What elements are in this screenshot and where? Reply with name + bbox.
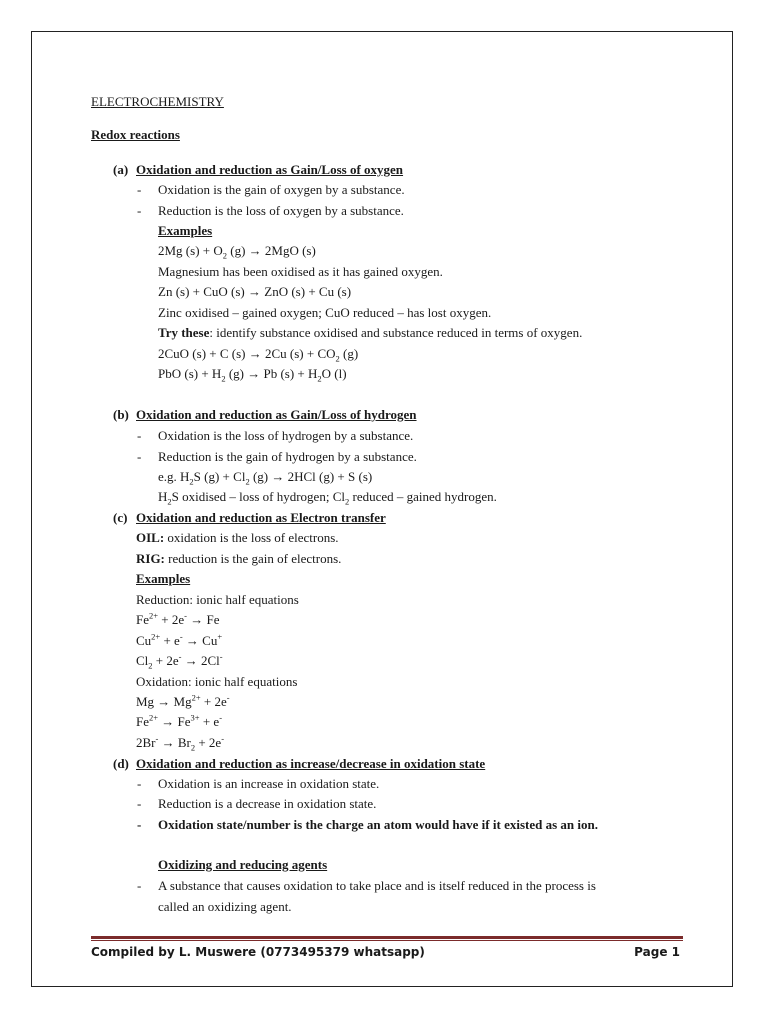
- equation: 2CuO (s) + C (s) → 2Cu $(s) + CO_2$ (g): [158, 346, 359, 364]
- examples-heading: Examples: [158, 223, 213, 238]
- footer-rule-thin: [91, 940, 683, 941]
- equation: e.g. $H_2S$ $(g) + Cl_2$ (g) → 2HCl (g) + S (s): [158, 469, 373, 487]
- bullet-text: Reduction is the gain of hydrogen by a substance.: [158, 449, 417, 464]
- section-d-label: (d): [113, 756, 129, 771]
- half-equation: $Fe^{2+} + 2e^- \to Fe$: [136, 610, 220, 627]
- half-equation: $2Br^- \to Br_2 + 2e^-$: [136, 733, 225, 753]
- page-title: ELECTROCHEMISTRY: [91, 94, 224, 109]
- mnemonic-oil: OIL: oxidation is the loss of electrons.: [136, 530, 339, 545]
- section-b-heading: Oxidation and reduction as Gain/Loss of hydrogen: [136, 407, 417, 422]
- bullet-dash: -: [137, 878, 142, 893]
- half-equation: $Fe^{2+} \to Fe^{3+} + e^-$: [136, 712, 223, 729]
- bullet-dash: -: [137, 428, 142, 443]
- section-title: Redox reactions: [91, 127, 180, 142]
- bullet-dash: -: [137, 449, 142, 464]
- bullet-dash: -: [137, 203, 142, 218]
- reduction-label: Reduction: ionic half equations: [136, 592, 299, 607]
- examples-heading: Examples: [136, 571, 191, 586]
- equation: PbO $(s) + H_2$ (g) → Pb $(s) + H_2O$ (l): [158, 366, 347, 384]
- bullet-dash: -: [137, 796, 142, 811]
- bullet-text: Reduction is a decrease in oxidation state.: [158, 796, 377, 811]
- bullet-text-continued: called an oxidizing agent.: [158, 899, 292, 914]
- agents-heading: Oxidizing and reducing agents: [158, 857, 328, 872]
- section-a-heading: Oxidation and reduction as Gain/Loss of oxygen: [136, 162, 404, 177]
- section-a-label: (a): [113, 162, 129, 177]
- oxidation-label: Oxidation: ionic half equations: [136, 674, 298, 689]
- equation: 2Mg $(s) + O_2$ (g) → 2MgO (s): [158, 243, 316, 261]
- footer-rule: [91, 936, 683, 939]
- bullet-dash: -: [137, 817, 142, 832]
- bullet-text: Oxidation is the gain of oxygen by a substance.: [158, 182, 405, 197]
- bullet-dash: -: [137, 182, 142, 197]
- footer-credit: Compiled by L. Muswere (0773495379 whatsapp): [91, 945, 425, 959]
- half-equation: $Mg \to Mg^{2+} + 2e^-$: [136, 692, 230, 709]
- page-number: Page 1: [634, 945, 680, 959]
- equation: Zn (s) + CuO (s) → ZnO (s) + Cu (s): [158, 284, 352, 299]
- bullet-dash: -: [137, 776, 142, 791]
- mnemonic-rig: RIG: reduction is the gain of electrons.: [136, 551, 342, 566]
- definition-text: Oxidation state/number is the charge an atom would have if it existed as an ion.: [158, 817, 598, 832]
- half-equation: $Cu^{2+} + e^- \to Cu^+$: [136, 631, 223, 648]
- exercise-prompt: Try these: identify substance oxidised and substance reduced in terms of oxygen.: [158, 325, 583, 340]
- bullet-text: Oxidation is the loss of hydrogen by a substance.: [158, 428, 414, 443]
- bullet-text: A substance that causes oxidation to take place and is itself reduced in the process is: [158, 878, 596, 893]
- section-c-label: (c): [113, 510, 128, 525]
- explanation-text: Magnesium has been oxidised as it has gained oxygen.: [158, 264, 443, 279]
- explanation-text: $H_2S$ oxidised – loss of hydrogen; $Cl_2$ reduced – gained hydrogen.: [158, 489, 497, 507]
- bullet-text: Reduction is the loss of oxygen by a substance.: [158, 203, 404, 218]
- half-equation: $Cl_2 + 2e^- \to 2Cl^-$: [136, 651, 223, 671]
- explanation-text: Zinc oxidised – gained oxygen; CuO reduced – has lost oxygen.: [158, 305, 492, 320]
- section-c-heading: Oxidation and reduction as Electron transfer: [136, 510, 386, 525]
- section-b-label: (b): [113, 407, 129, 422]
- bullet-text: Oxidation is an increase in oxidation state.: [158, 776, 380, 791]
- section-d-heading: Oxidation and reduction as increase/decrease in oxidation state: [136, 756, 486, 771]
